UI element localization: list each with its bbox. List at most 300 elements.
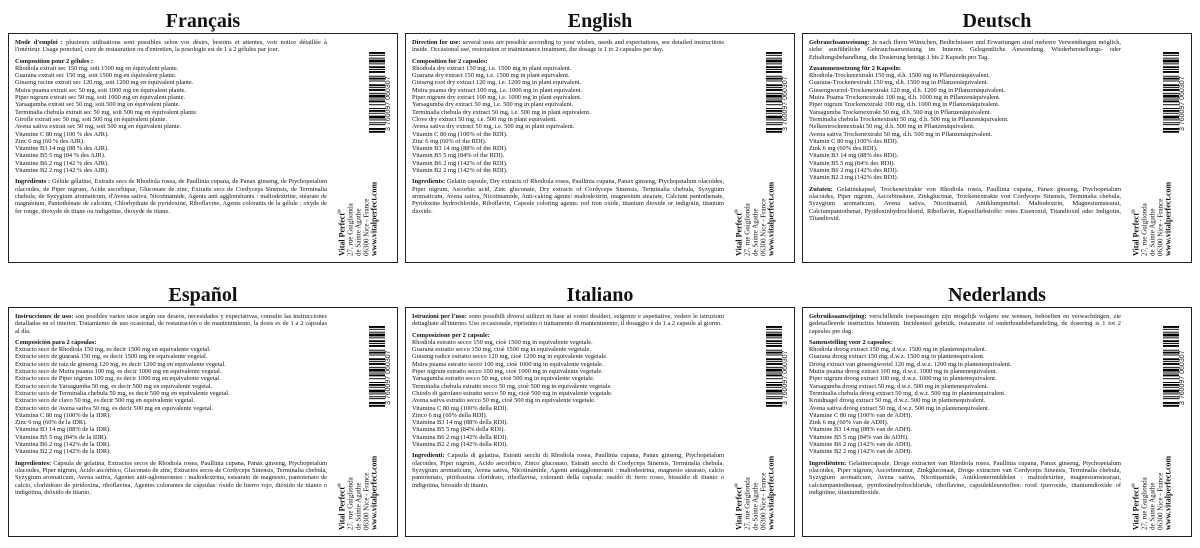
- composition-item: Vitamine B6 2 mg (142% van de ADH).: [809, 441, 912, 449]
- composition-item: Terminalia chebula droog extract 50 mg, d.w.z. 500 mg in plantenequivalent.: [809, 389, 1006, 397]
- composition-block: [809, 339, 1121, 456]
- barcode-bar: [1163, 393, 1179, 394]
- barcode-bar: [369, 378, 385, 379]
- barcode-bar: [369, 361, 385, 362]
- barcode-bar: [1163, 131, 1179, 133]
- composition-item: Avena sativa dry extract 50 mg, i.e. 500 mg in plant equivalent.: [412, 123, 575, 131]
- barcode-bar: [1163, 337, 1179, 338]
- ingredients-text: Capsula di gelatina, Estratti secchi di Rhodiola rosea, Paullinia cupana, Panax ginseng, Ptychopetalum olacoides, Piper nigrum, Acido ascorbico, Zinco gluconato, Estratti secchi di Cordyceps Sinensis, Terminalia chebula, Syzygium aromaticum, Avena sativa, Nicotinamide, Agenti antiagglomeranti : maltodestrina, magnesio stearato, calcio pantotenato, piridossina cloridrato, riboflavina, coloranti della capsula: ossido di ferro rosso, biossido di titanio o indigotina, biossido di titanio.: [412, 452, 724, 489]
- composition-item: Muira puama extrait sec 50 mg, soit 1000 mg en équivalent plante.: [15, 86, 186, 94]
- registered-mark: ®: [733, 206, 739, 213]
- barcode-bar: [1163, 124, 1179, 125]
- barcode-bar: [766, 63, 782, 64]
- composition-list: [809, 72, 1121, 181]
- composition-item: Vitamin B3 14 mg (88% of the RDI).: [412, 145, 508, 153]
- barcode-bar: [766, 87, 782, 88]
- barcode-bar: [369, 332, 385, 333]
- barcode-bar: [1163, 99, 1179, 100]
- barcode-bar: [1163, 81, 1179, 82]
- vendor-address-line2: de Sainte Agathe: [1148, 482, 1157, 530]
- barcode-bar: [1163, 55, 1179, 56]
- vendor-block: [1129, 156, 1173, 256]
- vendor-website: www.vitalperfect.com: [1163, 181, 1173, 256]
- barcode-bar: [766, 390, 782, 393]
- barcode-bar: [1163, 332, 1179, 333]
- barcode-bar: [369, 363, 385, 365]
- barcode-bar: [1163, 52, 1179, 54]
- composition-item: Vitamine B6 2 mg (142 % des AJR).: [15, 159, 109, 167]
- barcode: [1161, 50, 1187, 158]
- composition-item: Yarsagumba extrait sec 50 mg, soit 500 mg en équivalent plante.: [15, 101, 181, 109]
- vendor-address-line3: 06300 Nice - France: [759, 472, 768, 530]
- barcode-digits: 3 760097 060307: [385, 76, 392, 132]
- barcode-bar: [766, 84, 782, 86]
- barcode-bar: [369, 390, 385, 393]
- barcode-bar: [369, 76, 385, 77]
- barcode-bar: [369, 398, 385, 399]
- composition-item: Rhodiola droog extract 150 mg, d.w.z. 1500 mg in plantenequivalent.: [809, 346, 987, 354]
- vendor-website: www.vitalperfect.com: [766, 181, 776, 256]
- composition-item: Zinc 6 mg (60 % des AJR).: [15, 137, 85, 145]
- vendor-address-line2: de Sainte Agathe: [751, 208, 760, 256]
- vendor-brand: Vital Perfect: [337, 212, 347, 256]
- composition-item: Vitamina C 80 mg (100% de la IDR).: [15, 411, 111, 419]
- barcode-bar: [1163, 361, 1179, 362]
- vendor-block: [732, 430, 776, 530]
- barcode-bar: [766, 60, 782, 63]
- composition-item: Guarana-Trockenextrakt 150 mg, d.h. 1500 mg in Pflanzenäquivalent.: [809, 79, 989, 87]
- barcode-bar: [369, 84, 385, 86]
- barcode-bar: [1163, 355, 1179, 356]
- barcode-bar: [369, 99, 385, 100]
- composition-item: Muira Puama Trockenextrakt 100 mg, d.h. 1000 mg in Pflanzenäquivalent.: [809, 94, 1001, 102]
- barcode-bar: [1163, 95, 1179, 98]
- barcode-bar: [766, 100, 782, 102]
- barcode-bar: [766, 124, 782, 125]
- composition-item: Nelkentrockenextrakt 50 mg, d.h. 500 mg in Pflanzenäquivalent.: [809, 123, 975, 131]
- barcode-bar: [1163, 396, 1179, 397]
- vendor-address-line1: 27, rue Guiglionda: [743, 477, 752, 530]
- side-strip: [732, 50, 790, 256]
- barcode-bar: [369, 52, 385, 54]
- composition-item: Vitamina B2 2 mg (142% della RDI).: [412, 441, 508, 449]
- composition-item: Guarana dry extract 150 mg, i.e. 1500 mg in plant equivalent.: [412, 72, 570, 80]
- composition-item: Extracto seco de Piper nigrum 100 mg, es decir 1000 mg en equivalente vegetal.: [15, 375, 221, 383]
- barcode-bar: [1163, 108, 1179, 109]
- ingredients-text: Gélule gélatine, Extraits secs de Rhodiola rosea, de Paullinia cupana, de Panax ginseng, de Ptychopetalum olacoides, de Piper nigrum, Acide ascorbique, Gluconate de zinc, Extraits secs de Cordyceps Sinensis, de Terminalia chebula, de Syzygium aromaticum, d'Avena sativa, Nicotinamide, Agents anti agglomérants : maltodextrine, stéarate de magnésium, Pantothénate de calcium, Chlorhydrate de pyridoxine, Riboflavine, Agents colorants de la gélule : oxyde de fer rouge, dioxyde de titane ou indigotine, dioxyde de titane.: [15, 178, 327, 215]
- barcode-bar: [369, 55, 385, 56]
- barcode-bar: [369, 78, 385, 80]
- label-panel: [802, 307, 1192, 537]
- barcode-bar: [766, 374, 782, 376]
- composition-item: Vitamin B5 5 mg (84% of the RDI).: [412, 152, 505, 160]
- barcode-bar: [1163, 60, 1179, 63]
- composition-item: Terminalia chebula estratto secco 50 mg, cioè 500 mg in equivalente vegetale.: [412, 382, 612, 390]
- barcode-bar: [1163, 363, 1179, 365]
- barcode-bar: [1163, 119, 1179, 120]
- composition-block: [412, 332, 724, 449]
- barcode-bar: [369, 110, 385, 112]
- barcode-bar: [766, 358, 782, 360]
- barcode-bar: [766, 332, 782, 333]
- label-panel: [8, 33, 398, 263]
- composition-item: Girofle extrait sec 50 mg, soit 500 mg en équivalent plante.: [15, 115, 167, 123]
- composition-item: Avena sativa extrait sec 50 mg, soit 500 mg en équivalent plante.: [15, 123, 182, 131]
- vendor-address-line3: 06300 Nice - France: [759, 198, 768, 256]
- barcode-bar: [1163, 340, 1179, 342]
- directions-text: sono possibili diversi utilizzi in base ai vostri desideri, esigenze e aspettative, vedere le istruzioni dettagliate all'interno. Uso occasionale, ripristino o trattamento di mantenimento, il dosaggio è da 1 a 2 capsule al giorno.: [412, 313, 724, 328]
- vendor-address-line1: 27, rue Guiglionda: [1140, 477, 1149, 530]
- directions-text: plusieurs utilisations sont possibles selon vos désirs, besoins et attentes, voir notice détaillée à l'intérieur. Usage ponctuel, cure de restauration ou d'entretien, la posologie est de 1 à 2 gélules par jour.: [15, 39, 327, 54]
- barcode-bars: [766, 50, 782, 158]
- ingredients-text: Cápsula de gelatina, Extractos secos de Rhodiola rosea, Paullinia cupana, Panax ginseng, Ptychopetalum olacoides, Piper nigrum, Ácido ascórbico, Gluconato de zinc, Extractos secos de Cordyceps Sinensis, Terminalia chebula, Syzygium aromaticum, Avena sativa, Agentes anti-aglomerantes : maltodextrina, estearato de magnesio, pantotenato de calcio, clorhidrato de piridoxina, riboflavina, Agentes colorantes de cápsulas: óxido de hierro rojo, dióxido de titanio o indigotina, dióxido de titanio.: [15, 459, 327, 496]
- barcode-bar: [369, 369, 385, 372]
- barcode-bar: [1163, 66, 1179, 68]
- vendor-address-line3: 06300 Nice - France: [362, 472, 371, 530]
- directions-text: son posibles varios usos según sus deseos, necesidades y expectativas, consulte las instrucciones detalladas en el interior. Tratamiento de uso ocasional, de restauración o de mantenimiento, la dosis es de 1 a 2 cápsulas al día.: [15, 313, 327, 335]
- composition-item: Avena sativa estratto secco 50 mg, cioè 500 mg in equivalente vegetale.: [412, 397, 596, 405]
- barcode-bar: [766, 382, 782, 383]
- barcode-bar: [766, 113, 782, 114]
- barcode-bar: [766, 131, 782, 133]
- composition-item: Vitamin B6 2 mg (142% of the RDI).: [412, 159, 508, 167]
- label-text: [809, 313, 1121, 531]
- vendor-website: www.vitalperfect.com: [369, 181, 379, 256]
- barcode-digits: 3 760097 060307: [1179, 350, 1186, 406]
- barcode-bar: [766, 340, 782, 342]
- barcode-bar: [369, 81, 385, 82]
- barcode-bar: [766, 384, 782, 386]
- barcode-bar: [766, 350, 782, 351]
- barcode-bar: [1163, 69, 1179, 70]
- vendor-address-line3: 06300 Nice - France: [1156, 472, 1165, 530]
- composition-item: Zinc 6 mg (60% of the RDI).: [412, 137, 487, 145]
- vendor-address-line1: 27, rue Guiglionda: [1140, 203, 1149, 256]
- composition-item: Piper nigrum dry extract 100 mg, i.e. 1000 mg in plant equivalent.: [412, 94, 582, 102]
- barcode-bar: [766, 78, 782, 80]
- barcode-bar: [1163, 387, 1179, 388]
- barcode-bar: [369, 119, 385, 120]
- barcode-bar: [1163, 398, 1179, 399]
- barcode-bar: [369, 352, 385, 354]
- composition-list: [15, 346, 327, 455]
- barcode-bar: [766, 363, 782, 365]
- registered-mark: ®: [1130, 206, 1136, 213]
- barcode-bar: [1163, 329, 1179, 330]
- barcode-bar: [1163, 63, 1179, 64]
- barcode-bar: [369, 343, 385, 344]
- composition-label: Composizione per 2 capsule:: [412, 331, 490, 339]
- composition-item: Yarsagumba dry extract 50 mg, i.e. 500 mg in plant equivalent.: [412, 101, 574, 109]
- composition-item: Extracto seco de Muira puama 100 mg, es decir 1000 mg en equivalente vegetal.: [15, 368, 222, 376]
- barcode-bar: [1163, 352, 1179, 354]
- composition-item: Vitamina B3 14 mg (88% de la IDR).: [15, 426, 111, 434]
- barcode-bar: [369, 402, 385, 404]
- composition-label: Samenstelling voor 2 capsules:: [809, 338, 893, 346]
- composition-item: Extracto seco de Avena sativa 50 mg, es decir 500 mg en equivalente vegetal.: [15, 404, 214, 412]
- barcode-bar: [1163, 326, 1179, 328]
- barcode-bar: [369, 128, 385, 130]
- composition-item: Muira puama estratto secco 100 mg, cioè 1000 mg in equivalente vegetale.: [412, 360, 604, 368]
- barcode-bar: [369, 93, 385, 94]
- vendor-address-line3: 06300 Nice - France: [1156, 198, 1165, 256]
- composition-item: Terminalia chebula dry extract 50 mg, i.e. 500 mg in plant equivalent.: [412, 108, 591, 116]
- vendor-website: www.vitalperfect.com: [1163, 455, 1173, 530]
- barcode-bar: [766, 110, 782, 112]
- barcode-bar: [766, 55, 782, 56]
- barcode: [764, 50, 790, 158]
- composition-item: Yarsagumba estratto secco 50 mg, cioè 500 mg in equivalente vegetale.: [412, 375, 595, 383]
- ingredients-label: Ingredienti:: [412, 452, 445, 460]
- barcode: [764, 324, 790, 432]
- barcode-bar: [369, 387, 385, 388]
- composition-item: Vitamina B5 5 mg (84% de la IDR).: [15, 433, 108, 441]
- barcode-digits: 3 760097 060307: [782, 76, 789, 132]
- ingredients-paragraph: [809, 186, 1121, 222]
- barcode-bar: [766, 122, 782, 123]
- composition-list: [15, 65, 327, 174]
- barcode-bar: [1163, 113, 1179, 114]
- barcode-bar: [766, 373, 782, 374]
- composition-item: Vitamine C 80 mg (100% van de ADH).: [809, 411, 912, 419]
- barcode-bar: [369, 87, 385, 88]
- barcode-bar: [1163, 58, 1179, 59]
- ingredients-paragraph: [412, 178, 724, 214]
- barcode-bar: [1163, 78, 1179, 80]
- barcode-bar: [766, 104, 782, 105]
- barcode-digits: 3 760097 060307: [385, 350, 392, 406]
- registered-mark: ®: [1130, 480, 1136, 487]
- barcode-bar: [1163, 104, 1179, 105]
- vendor-address-line2: de Sainte Agathe: [354, 482, 363, 530]
- barcode-bars: [369, 324, 385, 432]
- composition-label: Composition for 2 capsules:: [412, 57, 488, 65]
- barcode-bar: [1163, 384, 1179, 386]
- barcode-bar: [766, 334, 782, 337]
- composition-item: Vitamin C 80 mg (100% of the RDI).: [412, 130, 508, 138]
- side-strip: [732, 324, 790, 530]
- language-title: Nederlands: [948, 284, 1046, 306]
- barcode-bar: [766, 355, 782, 356]
- barcode-bar: [766, 398, 782, 399]
- barcode-bar: [369, 367, 385, 368]
- label-text: [15, 313, 327, 531]
- barcode-bar: [766, 369, 782, 372]
- barcode-bar: [1163, 402, 1179, 404]
- barcode-bar: [369, 355, 385, 356]
- ingredients-paragraph: [15, 460, 327, 496]
- composition-item: Extracto seco de Yarsagumba 50 mg, es decir 500 mg en equivalente vegetal.: [15, 382, 213, 390]
- directions-text: verschillende toepassingen zijn mogelijk volgens uw wensen, behoeften en verwachtingen, zie gedetailleerde instructies binnenin. Incidenteel gebruik, restauratie of onderhoudsbehandeling, de dosering is 1 tot 2 capsules per dag.: [809, 313, 1121, 335]
- barcode-bar: [1163, 405, 1179, 407]
- composition-item: Zink 6 mg (60% des RDI).: [809, 145, 878, 153]
- composition-item: Guaranà estratto secco 150 mg, cioè 1500 mg in equivalente vegetale.: [412, 346, 591, 354]
- registered-mark: ®: [733, 480, 739, 487]
- language-title: Français: [165, 10, 241, 32]
- barcode-bars: [1163, 50, 1179, 158]
- barcode-bar: [369, 340, 385, 342]
- barcode-bar: [369, 393, 385, 394]
- side-strip: [335, 324, 393, 530]
- composition-item: Zinco 6 mg (60% della RDI).: [412, 411, 488, 419]
- label-text: [15, 39, 327, 257]
- composition-item: Guarana extrait sec 150 mg, soit 1500 mg en équivalent plante.: [15, 72, 177, 80]
- label-panel: [802, 33, 1192, 263]
- composition-item: Extracto seco de guaraná 150 mg, es decir 1500 mg en equivalente vegetal.: [15, 353, 208, 361]
- vendor-brand: Vital Perfect: [734, 212, 744, 256]
- barcode-bar: [766, 367, 782, 368]
- barcode-bar: [1163, 367, 1179, 368]
- directions-text: several uses are possible according to your wishes, needs and expectations, see detailed instructions inside. Occasional use, restoration or maintenance treatment, the dosage is 1 to 2 capsules per day.: [412, 39, 724, 54]
- barcode-bar: [766, 69, 782, 70]
- composition-item: Vitamine B3 14 mg (88% van de ADH).: [809, 426, 912, 434]
- composition-item: Extracto seco de clavo 50 mg, es decir 500 mg en equivalente vegetal.: [15, 397, 195, 405]
- barcode-bar: [369, 358, 385, 360]
- composition-item: Rhodiola estratto secco 150 mg, cioè 1500 mg in equivalente vegetale.: [412, 338, 593, 346]
- composition-block: [412, 58, 724, 175]
- directions-label: Istruzioni per l'uso:: [412, 313, 467, 320]
- barcode-bar: [1163, 110, 1179, 112]
- barcode-bar: [1163, 373, 1179, 374]
- directions-label: Gebrauchsanweisung:: [809, 39, 870, 46]
- barcode-bar: [766, 361, 782, 362]
- vendor-address-line1: 27, rue Guiglionda: [346, 203, 355, 256]
- barcode-bar: [1163, 76, 1179, 77]
- barcode-bar: [369, 373, 385, 374]
- vendor-block: [335, 430, 379, 530]
- ingredients-label: Ingredientes:: [15, 459, 52, 467]
- directions-label: Gebruiksaanwijzing:: [809, 313, 867, 320]
- composition-item: Vitamine B3 14 mg (88 % des AJR).: [15, 145, 109, 153]
- composition-item: Vitamin B6 2 mg (142% des RDI).: [809, 167, 899, 175]
- barcode-bar: [369, 113, 385, 114]
- composition-item: Zink 6 mg (60% van de ADH).: [809, 419, 889, 427]
- composition-item: Ginseng racine extrait sec 120 mg, soit 1200 mg en équivalent plante.: [15, 79, 194, 87]
- composition-item: Chiodo di garofano estratto secco 50 mg, cioè 500 mg in equivalente vegetale.: [412, 389, 613, 397]
- barcode-bars: [766, 324, 782, 432]
- composition-item: Ginseng radice estratto secco 120 mg, cioè 1200 mg in equivalente vegetale.: [412, 353, 608, 361]
- barcode-bar: [766, 99, 782, 100]
- composition-item: Droog extract van ginsengwortel 120 mg, d.w.z. 1200 mg in plantenequivalent.: [809, 360, 1012, 368]
- barcode-bar: [1163, 89, 1179, 91]
- vendor-website: www.vitalperfect.com: [766, 455, 776, 530]
- barcode-bar: [766, 66, 782, 68]
- barcode-bar: [369, 326, 385, 328]
- composition-item: Piper nigrum Trockenextrakt 100 mg, d.h. 1000 mg in Pflanzenäquivalent.: [809, 101, 1000, 109]
- barcode-bar: [1163, 128, 1179, 130]
- composition-item: Vitamine B5 5 mg (84% van de ADH).: [809, 433, 909, 441]
- barcode: [367, 50, 393, 158]
- vendor-address-line2: de Sainte Agathe: [751, 482, 760, 530]
- barcode-digits: 3 760097 060307: [1179, 76, 1186, 132]
- barcode-bar: [369, 108, 385, 109]
- barcode-bar: [1163, 390, 1179, 393]
- vendor-brand: Vital Perfect: [1131, 486, 1141, 530]
- barcode-bars: [1163, 324, 1179, 432]
- directions-label: Mode d'emploi :: [15, 39, 63, 46]
- barcode-bar: [766, 402, 782, 404]
- barcode-bar: [766, 378, 782, 379]
- vendor-address-line3: 06300 Nice - France: [362, 198, 371, 256]
- barcode-bar: [369, 122, 385, 123]
- barcode-bar: [766, 89, 782, 91]
- barcode-bar: [369, 337, 385, 338]
- composition-item: Vitamin B2 2 mg (142% of the RDI).: [412, 167, 508, 175]
- ingredients-label: Zutaten:: [809, 185, 833, 193]
- directions-paragraph: [809, 39, 1121, 61]
- barcode-bar: [1163, 87, 1179, 88]
- composition-label: Composition pour 2 gélules :: [15, 57, 93, 65]
- composition-item: Extracto seco de Rhodiola 150 mg, es decir 1500 mg en equivalente vegetal.: [15, 346, 211, 354]
- composition-item: Vitamine B5 5 mg (84 % des AJR).: [15, 152, 106, 160]
- composition-item: Vitamina B3 14 mg (88% della RDI).: [412, 419, 508, 427]
- barcode-bar: [766, 337, 782, 338]
- composition-item: Muira puama droog extract 100 mg, d.w.z. 1000 mg in plantenequivalent.: [809, 368, 998, 376]
- barcode-bar: [369, 116, 385, 119]
- barcode-bar: [369, 66, 385, 68]
- composition-item: Vitamine B2 2 mg (142 % des AJR).: [15, 167, 109, 175]
- composition-label: Composición para 2 cápsulas:: [15, 338, 97, 346]
- barcode-bars: [369, 50, 385, 158]
- composition-item: Terminalia chebula Trockenextrakt 50 mg, d.h. 500 mg in Pflanzenäquivalent.: [809, 115, 1009, 123]
- barcode-bar: [369, 63, 385, 64]
- barcode-digits: 3 760097 060307: [782, 350, 789, 406]
- ingredients-paragraph: [412, 452, 724, 488]
- barcode-bar: [369, 124, 385, 125]
- composition-item: Avena sativa droog extract 50 mg, d.w.z. 500 mg in plantenequivalent.: [809, 404, 990, 412]
- barcode-bar: [1163, 93, 1179, 94]
- barcode-bar: [369, 384, 385, 386]
- directions-paragraph: [412, 39, 724, 54]
- label-panel: [405, 307, 795, 537]
- composition-block: [15, 58, 327, 175]
- barcode-bar: [1163, 369, 1179, 372]
- barcode-bar: [766, 343, 782, 344]
- barcode-bar: [1163, 350, 1179, 351]
- vendor-website: www.vitalperfect.com: [369, 455, 379, 530]
- barcode-bar: [1163, 334, 1179, 337]
- barcode-bar: [369, 104, 385, 105]
- barcode-bar: [1163, 122, 1179, 123]
- barcode-bar: [766, 329, 782, 330]
- composition-item: Vitamina B5 5 mg (84% della RDI).: [412, 426, 505, 434]
- barcode-bar: [369, 58, 385, 59]
- barcode-bar: [766, 116, 782, 119]
- composition-item: Ginsengwurzel-Trockenextrakt 120 mg, d.h. 1200 mg in Pflanzenäquivalent.: [809, 86, 1006, 94]
- barcode-bar: [369, 405, 385, 407]
- composition-item: Vitamin B2 2 mg (142% des RDI).: [809, 174, 899, 182]
- side-strip: [1129, 324, 1187, 530]
- registered-mark: ®: [336, 206, 342, 213]
- barcode-bar: [1163, 71, 1179, 73]
- ingredients-text: Gelatinekapsel, Trockenextrakte von Rhodiola rosea, Paullinia cupana, Panax ginseng, Ptychopetalum olacoides, Piper nigrum, Ascorbinsäure, Zinkgluconat, Trockenextrakte von Cordyceps Sinensis, Terminalia chebula, Syzygium aromaticum, Avena sativa, Nicotinamid, Antiklumpmittel: Maltodextrin, Magnesiumstearat, Calciumpantothenat, Pyridoxinhydrochlorid, Riboflavin, Kapselfarbstoffe: rotes Eisenoxid, Titandioxid oder Indigotin, Titandioxid.: [809, 185, 1121, 222]
- barcode-bar: [766, 405, 782, 407]
- barcode-bar: [1163, 84, 1179, 86]
- directions-paragraph: [809, 313, 1121, 335]
- barcode-bar: [369, 95, 385, 98]
- label-text: [412, 39, 724, 257]
- composition-item: Yarsagumba Trockenextrakt 50 mg, d.h. 500 mg in Pflanzenäquivalent.: [809, 108, 992, 116]
- barcode-bar: [766, 95, 782, 98]
- barcode-bar: [1163, 378, 1179, 379]
- barcode-bar: [369, 131, 385, 133]
- composition-item: Rhodiola extrait sec 150 mg, soit 1500 mg en équivalent plante.: [15, 64, 179, 72]
- vendor-address-line2: de Sainte Agathe: [1148, 208, 1157, 256]
- barcode-bar: [766, 71, 782, 73]
- composition-item: Vitamina B2 2 mg (142% de la IDR).: [15, 448, 111, 456]
- barcode-bar: [369, 71, 385, 73]
- vendor-brand: Vital Perfect: [1131, 212, 1141, 256]
